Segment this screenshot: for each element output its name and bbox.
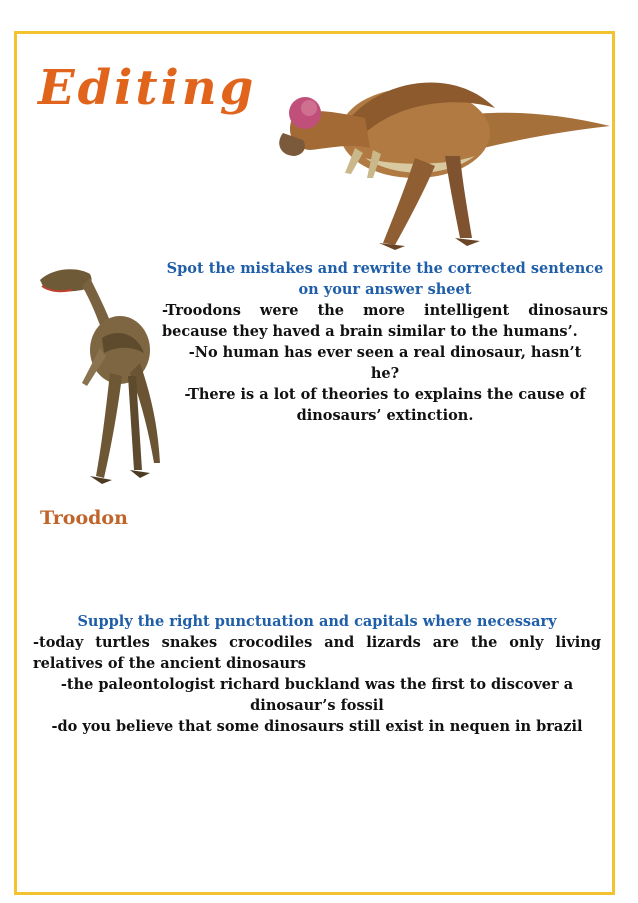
editing-sentence-3: -There is a lot of theories to explains the cause of dinosaurs’ extinction. bbox=[184, 386, 586, 424]
editing-sentence-1: -Troodons were the more intelligent dinosaurs because they haved a brain similar to the humans’. bbox=[162, 302, 608, 340]
dinosaur-illustration-icon bbox=[255, 38, 615, 253]
editing-instruction: Spot the mistakes and rewrite the corrected sentence on your answer sheet bbox=[166, 260, 604, 298]
editing-sentence-2: -No human has ever seen a real dinosaur, hasn’t he? bbox=[188, 344, 582, 382]
punctuation-section bbox=[33, 611, 601, 737]
image-caption: Troodon bbox=[40, 507, 128, 529]
punctuation-sentence-2: -the paleontologist richard buckland was the first to discover a dinosaur’s fossil bbox=[60, 676, 574, 714]
punctuation-instruction: Supply the right punctuation and capitals where necessary bbox=[77, 613, 557, 630]
troodon-illustration-icon bbox=[32, 258, 164, 490]
page-title: Editing bbox=[38, 60, 257, 116]
punctuation-sentence-3: -do you believe that some dinosaurs still exist in nequen in brazil bbox=[51, 718, 583, 735]
punctuation-sentence-1: -today turtles snakes crocodiles and lizards are the only living relatives of the ancient dinosaurs bbox=[33, 634, 601, 672]
editing-section bbox=[162, 258, 608, 426]
